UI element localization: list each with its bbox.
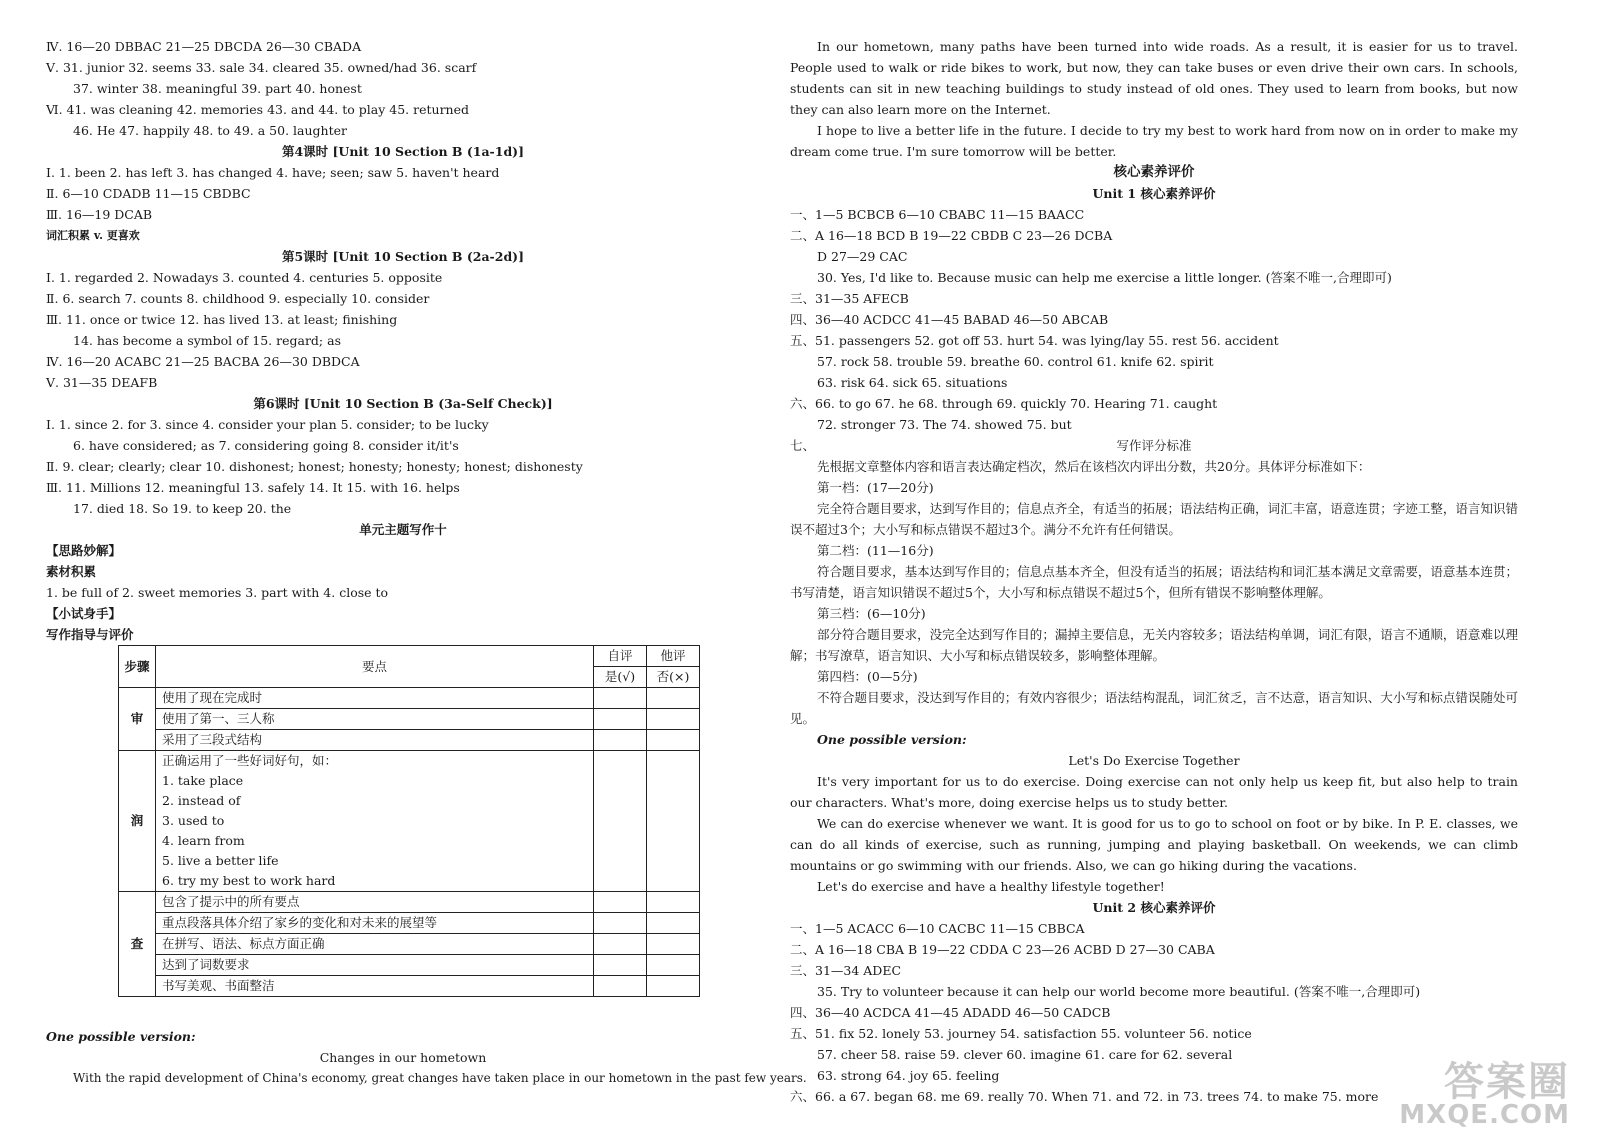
unit-title: Unit 2 核心素养评价 (1092, 900, 1216, 915)
essay-paragraph: It's very important for us to do exercise. Doing exercise can not only help us keep fit, but also help to train our characters. What's more, doing exercise helps us to study better. (790, 774, 1518, 810)
step-polish: 润 (119, 751, 156, 892)
answer-line: 6. have considered; as 7. considering going 8. consider it/it's (73, 438, 459, 453)
lesson-title: 第5课时 [Unit 10 Section B (2a-2d)] (281, 249, 525, 264)
table-row: 使用了第一、三人称 (156, 709, 594, 730)
step-check: 查 (119, 892, 156, 997)
answer-line: 三、31—35 AFECB (790, 291, 909, 306)
answer-line: 二、A 16—18 BCD B 19—22 CBDB C 23—26 DCBA (790, 228, 1113, 243)
vocab-line: 词汇积累 v. 更喜欢 (46, 229, 140, 242)
polish-item: 1. take place (162, 773, 244, 788)
left-essay (46, 1026, 807, 1089)
practice-label: 【小试身手】 (46, 606, 122, 621)
step-review: 审 (119, 688, 156, 751)
table-row: 重点段落具体介绍了家乡的变化和对未来的展望等 (156, 913, 594, 934)
answer-line: Ⅴ. 31. junior 32. seems 33. sale 34. cleared 35. owned/had 36. scarf (46, 60, 477, 75)
answer-line: 五、51. fix 52. lonely 53. journey 54. satisfaction 55. volunteer 56. notice (790, 1026, 1252, 1041)
one-possible-label: One possible version: (46, 1029, 196, 1044)
right-column (790, 36, 1518, 1107)
polish-item: 3. used to (162, 813, 225, 828)
answer-line: 14. has become a symbol of 15. regard; as (73, 333, 341, 348)
answer-line: 二、A 16—18 CBA B 19—22 CDDA C 23—26 ACBD D 27—30 CABA (790, 942, 1215, 957)
answer-line: Ⅳ. 16—20 DBBAC 21—25 DBCDA 26—30 CBADA (46, 39, 362, 54)
header-yes: 是(√) (594, 667, 647, 688)
answer-line: Ⅵ. 41. was cleaning 42. memories 43. and 44. to play 45. returned (46, 102, 469, 117)
idea-label: 【思路妙解】 (46, 543, 122, 558)
answer-line: D 27—29 CAC (817, 249, 908, 264)
section-title: 单元主题写作十 (359, 522, 447, 537)
answer-line: 一、1—5 BCBCB 6—10 CBABC 11—15 BAACC (790, 207, 1085, 222)
level-desc: 不符合题目要求，没达到写作目的；有效内容很少；语法结构混乱，词汇贫乏，言不达意，语言知识、大小写和标点错误随处可见。 (790, 690, 1518, 726)
essay-paragraph: With the rapid development of China's economy, great changes have taken place in our hometown in the past few years. (73, 1071, 807, 1085)
answer-line: 三、31—34 ADEC (790, 963, 902, 978)
table-row: 书写美观、书面整洁 (156, 976, 594, 997)
table-row: 采用了三段式结构 (156, 730, 594, 751)
answer-line: Ⅱ. 9. clear; clearly; clear 10. dishonest; honest; honesty; honesty; honest; dishonesty (46, 459, 583, 474)
answer-line: 17. died 18. So 19. to keep 20. the (73, 501, 292, 516)
table-row: 包含了提示中的所有要点 (156, 892, 594, 913)
answer-line: Ⅲ. 11. once or twice 12. has lived 13. at least; finishing (46, 312, 398, 327)
essay-paragraph: Let's do exercise and have a healthy lifestyle together! (817, 879, 1165, 894)
header-peer: 他评 (647, 646, 700, 667)
essay-paragraph: In our hometown, many paths have been turned into wide roads. As a result, it is easier for us to travel. People used to walk or ride bikes to work, but now, they can take buses or even drive their own cars. In schools, students can sit in new teaching buildings to study instead of old ones. They used to learn from books, but now they can also learn more on the Internet. (790, 39, 1518, 117)
level-label: 第三档：(6—10分) (817, 606, 926, 621)
left-column (46, 36, 760, 645)
essay-title: Let's Do Exercise Together (1068, 753, 1240, 768)
polish-item: 6. try my best to work hard (162, 873, 336, 888)
header-step: 步骤 (119, 646, 156, 688)
section-seven: 七、 (790, 438, 816, 453)
header-self: 自评 (594, 646, 647, 667)
answer-line: 57. rock 58. trouble 59. breathe 60. control 61. knife 62. spirit (817, 354, 1214, 369)
answer-line: 63. strong 64. joy 65. feeling (817, 1068, 1000, 1083)
watermark-logo (1399, 1059, 1570, 1130)
unit-title: Unit 1 核心素养评价 (1092, 186, 1216, 201)
criteria-intro: 先根据文章整体内容和语言表达确定档次，然后在该档次内评出分数，共20分。具体评分标准如下： (817, 459, 1371, 474)
answer-line: Ⅲ. 11. Millions 12. meaningful 13. safely 14. It 15. with 16. helps (46, 480, 460, 495)
answer-line: 一、1—5 ACACC 6—10 CACBC 11—15 CBBCA (790, 921, 1085, 936)
polish-item: 正确运用了一些好词好句，如： (162, 753, 338, 768)
level-desc: 部分符合题目要求，没完全达到写作目的；漏掉主要信息，无关内容较多；语法结构单调，词汇有限，语言不通顺，语意难以理解；书写潦草，语言知识、大小写和标点错误较多，影响整体理解。 (790, 627, 1518, 663)
section-title: 核心素养评价 (1113, 164, 1195, 180)
level-label: 第一档：(17—20分) (817, 480, 934, 495)
criteria-title: 写作评分标准 (1116, 438, 1192, 453)
answer-line: Ⅳ. 16—20 ACABC 21—25 BACBA 26—30 DBDCA (46, 354, 360, 369)
polish-item: 4. learn from (162, 833, 245, 848)
answer-line: 46. He 47. happily 48. to 49. a 50. laughter (73, 123, 347, 138)
answer-line: Ⅰ. 1. been 2. has left 3. has changed 4. have; seen; saw 5. haven't heard (46, 165, 500, 180)
answer-line: 四、36—40 ACDCC 41—45 BABAD 46—50 ABCAB (790, 312, 1109, 327)
table-row: 在拼写、语法、标点方面正确 (156, 934, 594, 955)
guide-label: 写作指导与评价 (46, 627, 134, 642)
watermark-en: MXQE.COM (1399, 1100, 1570, 1130)
answer-line: 63. risk 64. sick 65. situations (817, 375, 1008, 390)
essay-paragraph: I hope to live a better life in the future. I decide to try my best to work hard from now on in order to make my dream come true. I'm sure tomorrow will be better. (790, 123, 1518, 159)
answer-line: Ⅱ. 6—10 CDADB 11—15 CBDBC (46, 186, 251, 201)
writing-evaluation-table (118, 645, 700, 997)
lesson-title: 第6课时 [Unit 10 Section B (3a-Self Check)] (253, 396, 553, 411)
polish-item: 5. live a better life (162, 853, 279, 868)
table-row (156, 751, 594, 892)
one-possible-label: One possible version: (817, 732, 967, 747)
answer-line: Ⅴ. 31—35 DEAFB (46, 375, 158, 390)
answer-line: Ⅰ. 1. since 2. for 3. since 4. consider your plan 5. consider; to be lucky (46, 417, 489, 432)
answer-line: Ⅱ. 6. search 7. counts 8. childhood 9. especially 10. consider (46, 291, 430, 306)
answer-line: 37. winter 38. meaningful 39. part 40. honest (73, 81, 362, 96)
level-desc: 符合题目要求，基本达到写作目的；信息点基本齐全，但没有适当的拓展；语法结构和词汇基本满足文章需要，语意基本连贯；书写清楚，语言知识错误不超过5个，大小写和标点错误不超过5个，但所有错误不影响整体理解。 (790, 564, 1518, 600)
polish-item: 2. instead of (162, 793, 241, 808)
answer-line: 六、66. to go 67. he 68. through 69. quickly 70. Hearing 71. caught (790, 396, 1218, 411)
lesson-title: 第4课时 [Unit 10 Section B (1a-1d)] (281, 144, 525, 159)
answer-line: Ⅰ. 1. regarded 2. Nowadays 3. counted 4. centuries 5. opposite (46, 270, 443, 285)
answer-line: 57. cheer 58. raise 59. clever 60. imagine 61. care for 62. several (817, 1047, 1233, 1062)
material-line: 1. be full of 2. sweet memories 3. part with 4. close to (46, 585, 389, 600)
watermark-cn: 答案圈 (1444, 1059, 1570, 1105)
answer-line: 四、36—40 ACDCA 41—45 ADADD 46—50 CADCB (790, 1005, 1111, 1020)
table-row: 使用了现在完成时 (156, 688, 594, 709)
answer-line: Ⅲ. 16—19 DCAB (46, 207, 153, 222)
header-points: 要点 (156, 646, 594, 688)
header-no: 否(×) (647, 667, 700, 688)
material-label: 素材积累 (46, 564, 97, 579)
table-row: 达到了词数要求 (156, 955, 594, 976)
level-label: 第四档：(0—5分) (817, 669, 918, 684)
level-label: 第二档：(11—16分) (817, 543, 934, 558)
essay-paragraph: We can do exercise whenever we want. It is good for us to go to school on foot or by bike. In P. E. classes, we can do all kinds of exercise, such as running, jumping and playing basketball. On weekends, we can climb mountains or go swimming with our friends. Also, we can go hiking during the vacations. (790, 816, 1518, 873)
answer-line: 五、51. passengers 52. got off 53. hurt 54. was lying/lay 55. rest 56. accident (790, 333, 1279, 348)
level-desc: 完全符合题目要求，达到写作目的；信息点齐全，有适当的拓展；语法结构正确，词汇丰富，语意连贯；字迹工整，语言知识错误不超过3个；大小写和标点错误不超过3个。满分不允许有任何错误。 (790, 501, 1518, 537)
answer-line: 72. stronger 73. The 74. showed 75. but (817, 417, 1072, 432)
essay-title: Changes in our hometown (319, 1050, 487, 1065)
criteria-row (790, 435, 1518, 456)
answer-line: 六、66. a 67. began 68. me 69. really 70. When 71. and 72. in 73. trees 74. to make 75. more (790, 1089, 1379, 1104)
answer-line: 35. Try to volunteer because it can help our world become more beautiful. (答案不唯一,合理即可) (817, 984, 1421, 999)
answer-line: 30. Yes, I'd like to. Because music can help me exercise a little longer. (答案不唯一,合理即可) (817, 270, 1392, 285)
